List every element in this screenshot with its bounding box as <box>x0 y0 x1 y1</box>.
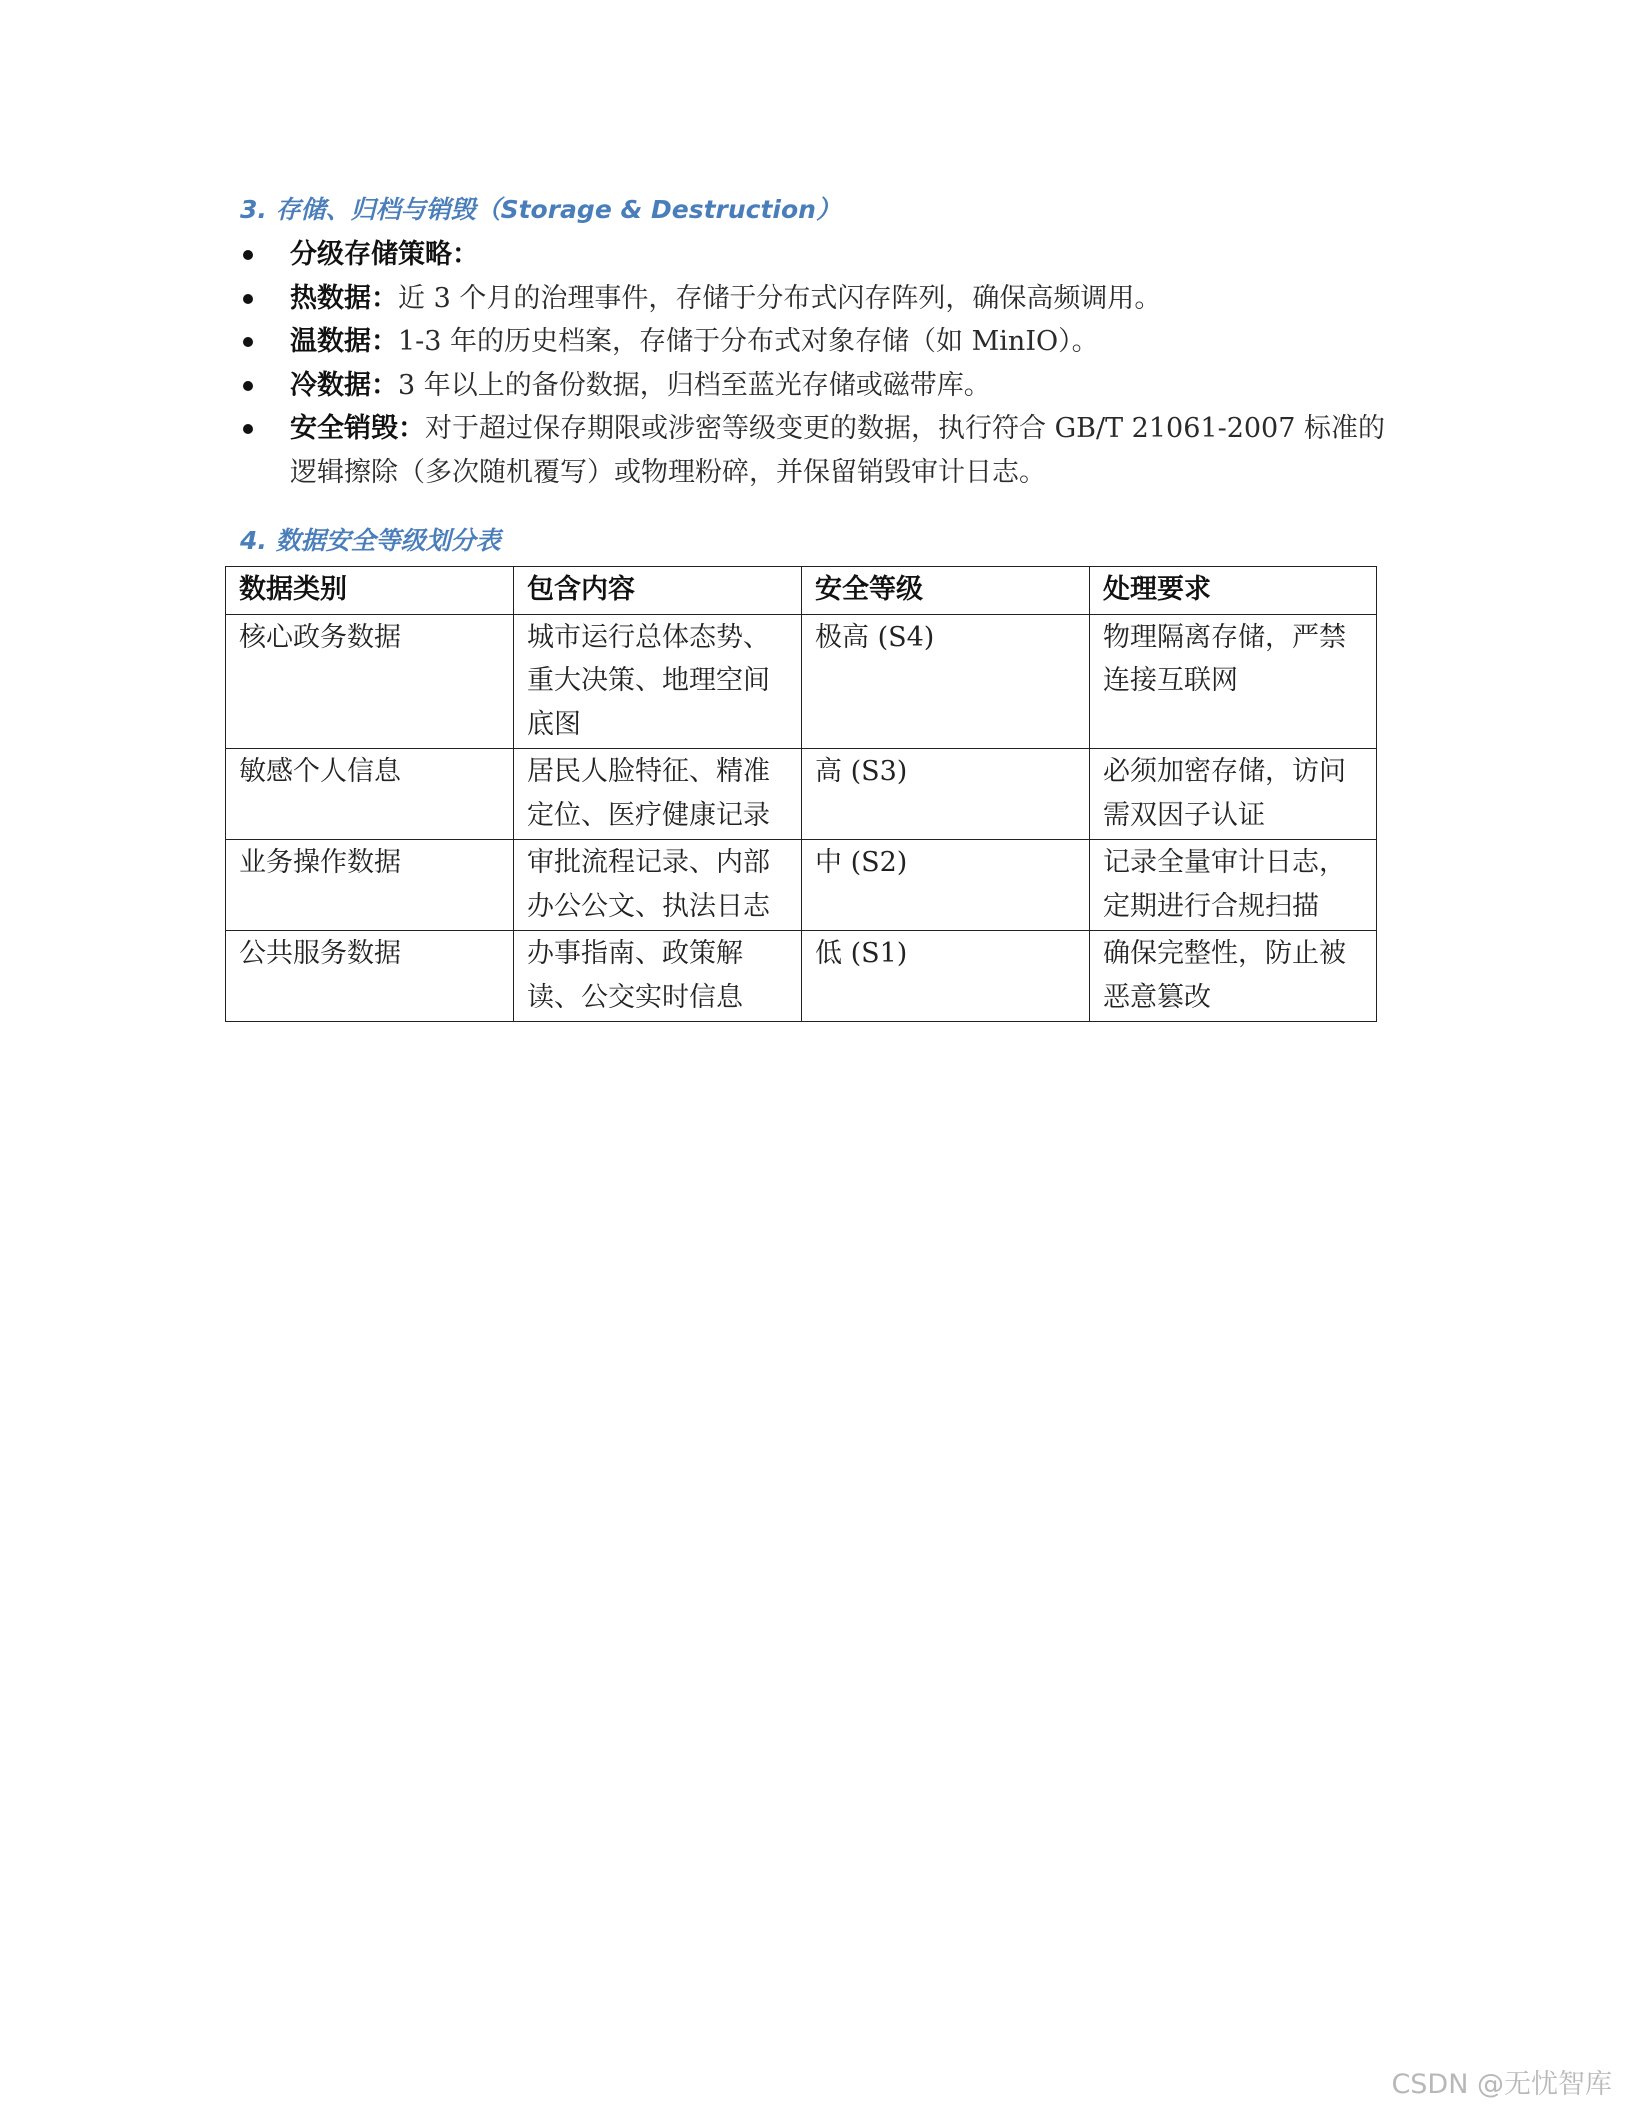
table-row <box>226 840 1377 931</box>
table-row <box>226 614 1377 749</box>
table-row <box>226 749 1377 840</box>
table-cell: 业务操作数据 <box>226 840 514 931</box>
item-label: 冷数据： <box>290 369 398 401</box>
item-label: 安全销毁： <box>290 413 425 444</box>
item-text: 3 年以上的备份数据，归档至蓝光存储或磁带库。 <box>398 369 991 401</box>
table-row <box>226 931 1377 1022</box>
watermark: CSDN @无忧智库 <box>1391 2069 1612 2100</box>
column-header: 处理要求 <box>1090 567 1377 615</box>
table-header-row <box>226 567 1377 615</box>
item-label: 热数据： <box>290 282 398 314</box>
table-cell: 核心政务数据 <box>226 614 514 749</box>
item-text: 对于超过保存期限或涉密等级变更的数据，执行符合 GB/T 21061-2007 标准的逻辑擦除（多次随机覆写）或物理粉碎，并保留销毁审计日志。 <box>290 413 1385 488</box>
item-text: 1-3 年的历史档案，存储于分布式对象存储（如 MinIO）。 <box>398 326 1099 357</box>
bullet-icon <box>243 381 253 391</box>
table-cell: 审批流程记录、内部办公公文、执法日志 <box>514 840 802 931</box>
column-header: 数据类别 <box>226 567 514 615</box>
item-text: 近 3 个月的治理事件，存储于分布式闪存阵列，确保高频调用。 <box>398 282 1162 314</box>
item-label: 分级存储策略： <box>290 239 479 270</box>
table-cell: 公共服务数据 <box>226 931 514 1022</box>
storage-policy-list <box>240 233 1390 494</box>
table-cell: 物理隔离存储，严禁连接互联网 <box>1090 614 1377 749</box>
item-label: 温数据： <box>290 326 398 357</box>
table-cell: 高 (S3) <box>802 749 1090 840</box>
table-cell: 办事指南、政策解读、公交实时信息 <box>514 931 802 1022</box>
table-cell: 确保完整性，防止被恶意篡改 <box>1090 931 1377 1022</box>
section-3-heading: 3. 存储、归档与销毁（Storage & Destruction） <box>240 195 841 224</box>
bullet-icon <box>243 250 253 260</box>
table-cell: 记录全量审计日志，定期进行合规扫描 <box>1090 840 1377 931</box>
table-cell: 居民人脸特征、精准定位、医疗健康记录 <box>514 749 802 840</box>
section-4-heading: 4. 数据安全等级划分表 <box>240 526 501 555</box>
table-cell: 敏感个人信息 <box>226 749 514 840</box>
table-cell: 中 (S2) <box>802 840 1090 931</box>
column-header: 包含内容 <box>514 567 802 615</box>
table-cell: 极高 (S4) <box>802 614 1090 749</box>
table-cell: 必须加密存储，访问需双因子认证 <box>1090 749 1377 840</box>
bullet-icon <box>243 294 253 304</box>
list-item <box>240 320 1390 364</box>
list-item <box>240 233 1390 277</box>
column-header: 安全等级 <box>802 567 1090 615</box>
list-item <box>240 277 1390 321</box>
security-level-table <box>225 566 1377 1022</box>
list-item <box>240 364 1390 408</box>
bullet-icon <box>243 337 253 347</box>
bullet-icon <box>243 424 253 434</box>
table-cell: 城市运行总体态势、重大决策、地理空间底图 <box>514 614 802 749</box>
table-cell: 低 (S1) <box>802 931 1090 1022</box>
list-item <box>240 407 1390 494</box>
